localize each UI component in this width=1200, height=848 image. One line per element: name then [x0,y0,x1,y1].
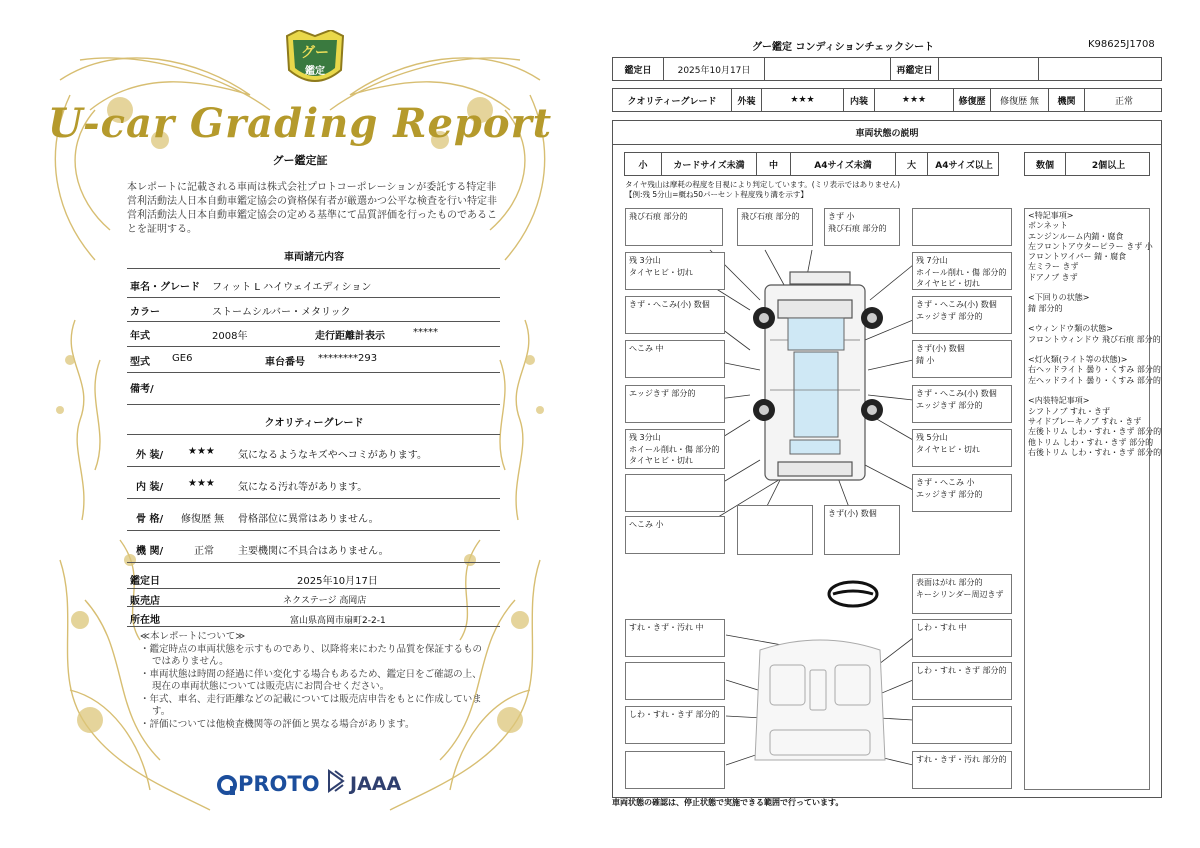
engine-comment: 主要機関に不具合はありません。 [238,546,389,557]
interior-stars: ★★★ [188,478,215,489]
damage-note-left-rear-tire: 残 3分山 ホイール削れ・傷 部分的 タイヤヒビ・切れ [625,429,725,469]
damage-note-blank [737,505,813,555]
damage-note-right-front-tire: 残 7分山 ホイール削れ・傷 部分的 タイヤヒビ・切れ [912,252,1012,290]
appraisal-date-label: 鑑定日 [130,576,160,587]
exterior-label: 外装 [731,89,761,111]
engine-label: 機 関/ [136,546,164,557]
exterior-stars: ★★★ [761,89,843,111]
divider [127,466,500,467]
damage-note-left-front-door: へこみ 中 [625,340,725,378]
goo-appraisal-badge-icon [283,30,347,92]
damage-note-left-front-tire: 残 3分山 タイヤヒビ・切れ [625,252,725,290]
dealer-value: ネクステージ 高岡店 [283,596,367,606]
divider [127,404,500,405]
damage-note-left-trim: しわ・すれ・きず 部分的 [625,706,725,744]
damage-note-right-rear-tire: 残 5分山 タイヤヒビ・切れ [912,429,1012,467]
footer-note: 車両状態の確認は、停止状態で実施できる範囲で行っています。 [612,798,844,807]
note-item: ・年式、車名、走行距離などの記載については販売店申告をもとに作成しています。 [140,693,482,717]
damage-note-right-rear-door: きず・へこみ(小) 数個 エッジきず 部分的 [912,385,1012,423]
divider [127,434,500,435]
dealer-label: 販売店 [130,596,160,607]
engine-label: 機関 [1048,89,1084,111]
legend-small-desc: カードサイズ未満 [661,153,756,175]
jaaa-logo-icon [325,769,347,793]
sheet-title: グー鑑定 コンディションチェックシート [752,42,935,53]
special-remarks-panel: <特記事項> ボンネット エンジンルーム内錆・腐食 左フロントアウターピラー きず 小 フロントワイパー 錆・腐食 左ミラー きず ドアノブ きず <下回りの状態> 錆 部分的 <ウィンドウ類の状態> フロントウィンドウ 飛び石痕 部分的 <灯火類(ライト等の状態)> 右ヘッドライト 曇り・くすみ 部分的 左ヘッドライト 曇り・くすみ 部分的 <内装特記事項> シフトノブ すれ・きず サイドブレーキノブ すれ・きず 左後トリム しわ・すれ・きず 部分的 他トリム しわ・すれ・きず 部分的 右後トリム しわ・すれ・きず 部分的 [1024,208,1150,790]
divider [127,321,500,322]
engine-value: 正常 [194,546,214,557]
damage-note-blank [912,706,1012,744]
car-name-label: 車名・グレード [130,282,200,293]
svg-text:グー: グー [301,45,329,61]
proto-logo-text: PROTO [238,772,320,796]
legend-mid: 中 [756,153,790,175]
exterior-stars: ★★★ [188,446,215,457]
condition-check-sheet [600,0,1200,848]
divider [127,297,500,298]
divider [127,626,500,627]
damage-note-front-right: きず 小 飛び石痕 部分的 [824,208,900,246]
damage-note-steering: 表面はがれ 部分的 キーシリンダー周辺きず [912,574,1012,614]
damage-note-dashboard: すれ・きず・汚れ 中 [625,619,725,657]
legend-large-desc: A4サイズ以上 [927,153,1000,175]
damage-note-rear: きず(小) 数個 [824,505,900,555]
notes-heading: ≪本レポートについて≫ [140,631,246,642]
report-notes [140,631,490,731]
tire-note: タイヤ残山は摩耗の程度を目視により判定しています。(ミリ表示ではありません) [625,180,901,189]
certificate-statement: 本レポートに記載される車両は株式会社プロトコーポレーションが委託する特定非営利活動法人日本自動車鑑定協会の資格保有者が厳選かつ公平な検査を行い特定非営利活動法人日本自動車鑑定協会の定める基準にて品質評価を行ったものであることを証明する。 [127,182,497,235]
repair-value: 修復歴 無 [990,89,1048,111]
certificate-title: グー鑑定証 [272,154,328,167]
reinspect-label: 再鑑定日 [890,58,938,80]
year-label: 年式 [130,331,150,342]
legend-count: 数個 [1035,160,1054,171]
damage-note-front-center: 飛び石痕 部分的 [737,208,813,246]
note-item: ・評価については他検査機関等の評価と異なる場合があります。 [140,718,415,730]
car-interior-view [755,640,885,760]
note-item: ・鑑定時点の車両状態を示すものであり、以降将来にわたり品質を保証するものではありません。 [140,643,483,667]
interior-label: 内装 [843,89,874,111]
mileage-value: ***** [413,327,438,338]
exterior-comment: 気になるようなキズやヘコミがあります。 [238,450,427,461]
damage-note-blank [625,751,725,789]
interior-label: 内 装/ [136,482,164,493]
damage-note-right-trim: しわ・すれ・きず 部分的 [912,662,1012,700]
date-value: 2025年10月17日 [663,58,764,80]
divider [127,588,500,589]
color-label: カラー [130,307,160,318]
interior-comment: 気になる汚れ等があります。 [238,482,368,493]
chassis-value: ********293 [318,353,378,364]
explanation-title: 車両状態の説明 [855,129,919,139]
damage-note-blank [912,208,1012,246]
divider [127,346,500,347]
damage-note-rear-seat: すれ・きず・汚れ 部分的 [912,751,1012,789]
document-id: K98625J1708 [1088,39,1155,50]
damage-note-front-left: 飛び石痕 部分的 [625,208,723,246]
vehicle-specs-heading: 車両諸元内容 [284,252,344,263]
damage-note-blank [625,662,725,700]
appraisal-date-value: 2025年10月17日 [297,576,378,587]
year-value: 2008年 [212,331,248,342]
divider [127,498,500,499]
color-value: ストームシルバー・メタリック [212,307,351,318]
note-item: ・車両状態は時間の経過に伴い変化する場合もあるため、鑑定日をご確認の上、現在の車両状態については販売店にお問合せください。 [140,668,482,692]
repair-label: 修復歴 [953,89,990,111]
quality-grade-heading: クオリティーグレード [264,418,364,429]
car-glass [788,318,844,454]
frame-comment: 骨格部位に異常はありません。 [238,514,379,525]
location-label: 所在地 [130,615,160,626]
tire-example-note: 【例:残 5分山=概ね50パーセント程度残り溝を示す】 [625,190,808,199]
date-label: 鑑定日 [624,65,652,76]
divider [127,562,500,563]
report-title: U-car Grading Report [47,100,553,147]
divider [127,606,500,607]
damage-note-left-rear-door: エッジきず 部分的 [625,385,725,423]
damage-note-right-fender: きず・へこみ(小) 数個 エッジきず 部分的 [912,296,1012,334]
frame-value: 修復歴 無 [181,514,225,525]
damage-note-right-quarter: きず・へこみ 小 エッジきず 部分的 [912,474,1012,512]
proto-logo-icon [216,774,238,796]
exterior-label: 外 装/ [136,450,164,461]
damage-note-left-quarter: へこみ 小 [625,516,725,554]
frame-label: 骨 格/ [136,514,164,525]
location-value: 富山県高岡市扇町2-2-1 [290,616,386,626]
car-name-value: フィット L ハイウェイエディション [212,282,372,293]
damage-note-blank [625,474,725,512]
remarks-label: 備考/ [130,384,154,395]
chassis-label: 車台番号 [265,357,305,368]
legend-mid-desc: A4サイズ未満 [790,153,895,175]
model-value: GE6 [172,353,193,364]
grade-label: クオリティーグレード [627,96,717,107]
svg-text:鑑定: 鑑定 [305,66,325,77]
model-label: 型式 [130,357,150,368]
divider [127,268,500,269]
interior-stars: ★★★ [874,89,953,111]
legend-large: 大 [895,153,927,175]
legend-small: 小 [638,160,648,171]
legend-count-desc: 2個以上 [1065,153,1151,175]
jaaa-logo-text: JAAA [350,773,402,795]
engine-value: 正常 [1084,89,1163,111]
steering-wheel-icon [829,582,877,606]
divider [127,530,500,531]
divider [127,372,500,373]
mileage-label: 走行距離計表示 [315,331,385,342]
damage-note-left-fender: きず・へこみ(小) 数個 [625,296,725,334]
damage-note-right-front-door: きず(小) 数個 錆 小 [912,340,1012,378]
damage-note-right-seat: しわ・すれ 中 [912,619,1012,657]
